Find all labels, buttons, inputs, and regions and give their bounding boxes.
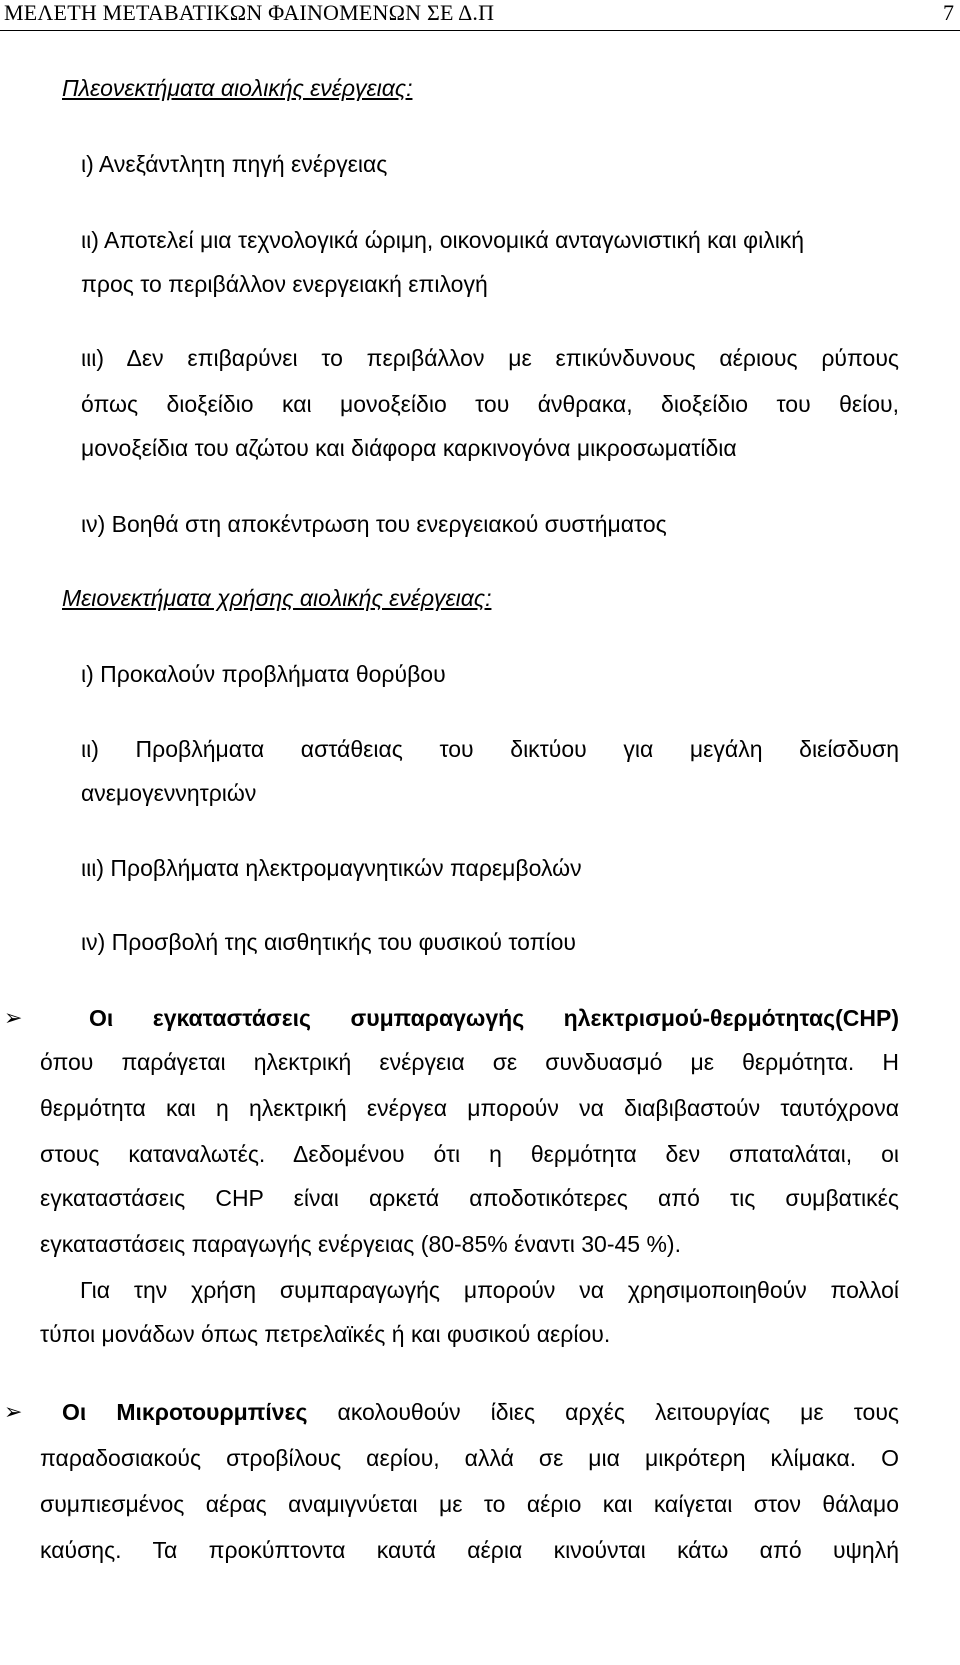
advantage-item-1: ι) Ανεξάντλητη πηγή ενέργειας xyxy=(81,151,388,177)
disadvantage-item-1: ι) Προκαλούν προβλήματα θορύβου xyxy=(81,661,446,687)
advantage-item-3-line-2: όπως διοξείδιο και μονοξείδιο του άνθρακα, διοξείδιο του θείου, xyxy=(81,391,899,417)
microturbines-arrow-icon: ➢ xyxy=(4,1399,23,1424)
chp-line-4: εγκαταστάσεις CHP είναι αρκετά αποδοτικότερες από τις συμβατικές xyxy=(40,1185,899,1211)
advantage-item-2-line-2: προς το περιβάλλον ενεργειακή επιλογή xyxy=(81,271,488,297)
microturbines-line-2: παραδοσιακούς στροβίλους αερίου, αλλά σε μια μικρότερη κλίμακα. Ο xyxy=(40,1445,899,1471)
disadvantage-item-2-line-2: ανεμογεννητριών xyxy=(81,780,257,806)
chp-line-1: όπου παράγεται ηλεκτρική ενέργεια σε συνδυασμό με θερμότητα. Η xyxy=(40,1049,899,1075)
advantages-heading: Πλεονεκτήματα αιολικής ενέργειας: xyxy=(62,75,413,101)
page-header xyxy=(0,0,960,31)
advantage-item-3-line-3: μονοξείδια του αζώτου και διάφορα καρκινογόνα μικροσωματίδια xyxy=(81,435,737,461)
disadvantages-heading: Μειονεκτήματα χρήσης αιολικής ενέργειας: xyxy=(62,585,492,611)
chp-title xyxy=(89,1004,899,1032)
disadvantage-item-2-line-1: ιι) Προβλήματα αστάθειας του δικτύου για μεγάλη διείσδυση xyxy=(81,736,899,762)
chp-title-text: Οι εγκαταστάσεις συμπαραγωγής ηλεκτρισμού-θερμότητας(CHP) xyxy=(89,1005,899,1031)
page-number: 7 xyxy=(943,0,954,25)
microturbines-line-4: καύσης. Τα προκύπτοντα καυτά αέρια κινούνται κάτω από υψηλή xyxy=(40,1537,899,1563)
advantage-item-4: ιν) Βοηθά στη αποκέντρωση του ενεργειακού συστήματος xyxy=(81,511,667,537)
chp-arrow-icon: ➢ xyxy=(4,1005,23,1030)
microturbines-line-1 xyxy=(62,1398,899,1426)
advantage-item-3-line-1: ιιι) Δεν επιβαρύνει το περιβάλλον με επικύνδυνους αέριους ρύπους xyxy=(81,345,899,371)
disadvantage-item-4: ιν) Προσβολή της αισθητικής του φυσικού τοπίου xyxy=(81,929,576,955)
chp-line-6: Για την χρήση συμπαραγωγής μπορούν να χρησιμοποιηθούν πολλοί xyxy=(80,1277,899,1303)
header-title: ΜΕΛΕΤΗ ΜΕΤΑΒΑΤΙΚΩΝ ΦΑΙΝΟΜΕΝΩΝ ΣΕ Δ.Π xyxy=(4,0,495,25)
disadvantage-item-3: ιιι) Προβλήματα ηλεκτρομαγνητικών παρεμβολών xyxy=(81,855,582,881)
microturbines-title: Οι Μικροτουρμπίνες xyxy=(62,1399,308,1425)
chp-line-3: στους καταναλωτές. Δεδομένου ότι η θερμότητα δεν σπαταλάται, οι xyxy=(40,1141,899,1167)
chp-line-2: θερμότητα και η ηλεκτρική ενέργεα μπορούν να διαβιβαστούν ταυτόχρονα xyxy=(40,1095,899,1121)
chp-line-5: εγκαταστάσεις παραγωγής ενέργειας (80-85% έναντι 30-45 %). xyxy=(40,1231,681,1257)
chp-line-7: τύποι μονάδων όπως πετρελαϊκές ή και φυσικού αερίου. xyxy=(40,1321,611,1347)
microturbines-line-1-rest: ακολουθούν ίδιες αρχές λειτουργίας με τους xyxy=(337,1399,899,1425)
microturbines-line-3: συμπιεσμένος αέρας αναμιγνύεται με το αέριο και καίγεται στον θάλαμο xyxy=(40,1491,899,1517)
advantage-item-2-line-1: ιι) Αποτελεί μια τεχνολογικά ώριμη, οικονομικά ανταγωνιστική και φιλική xyxy=(81,227,805,253)
